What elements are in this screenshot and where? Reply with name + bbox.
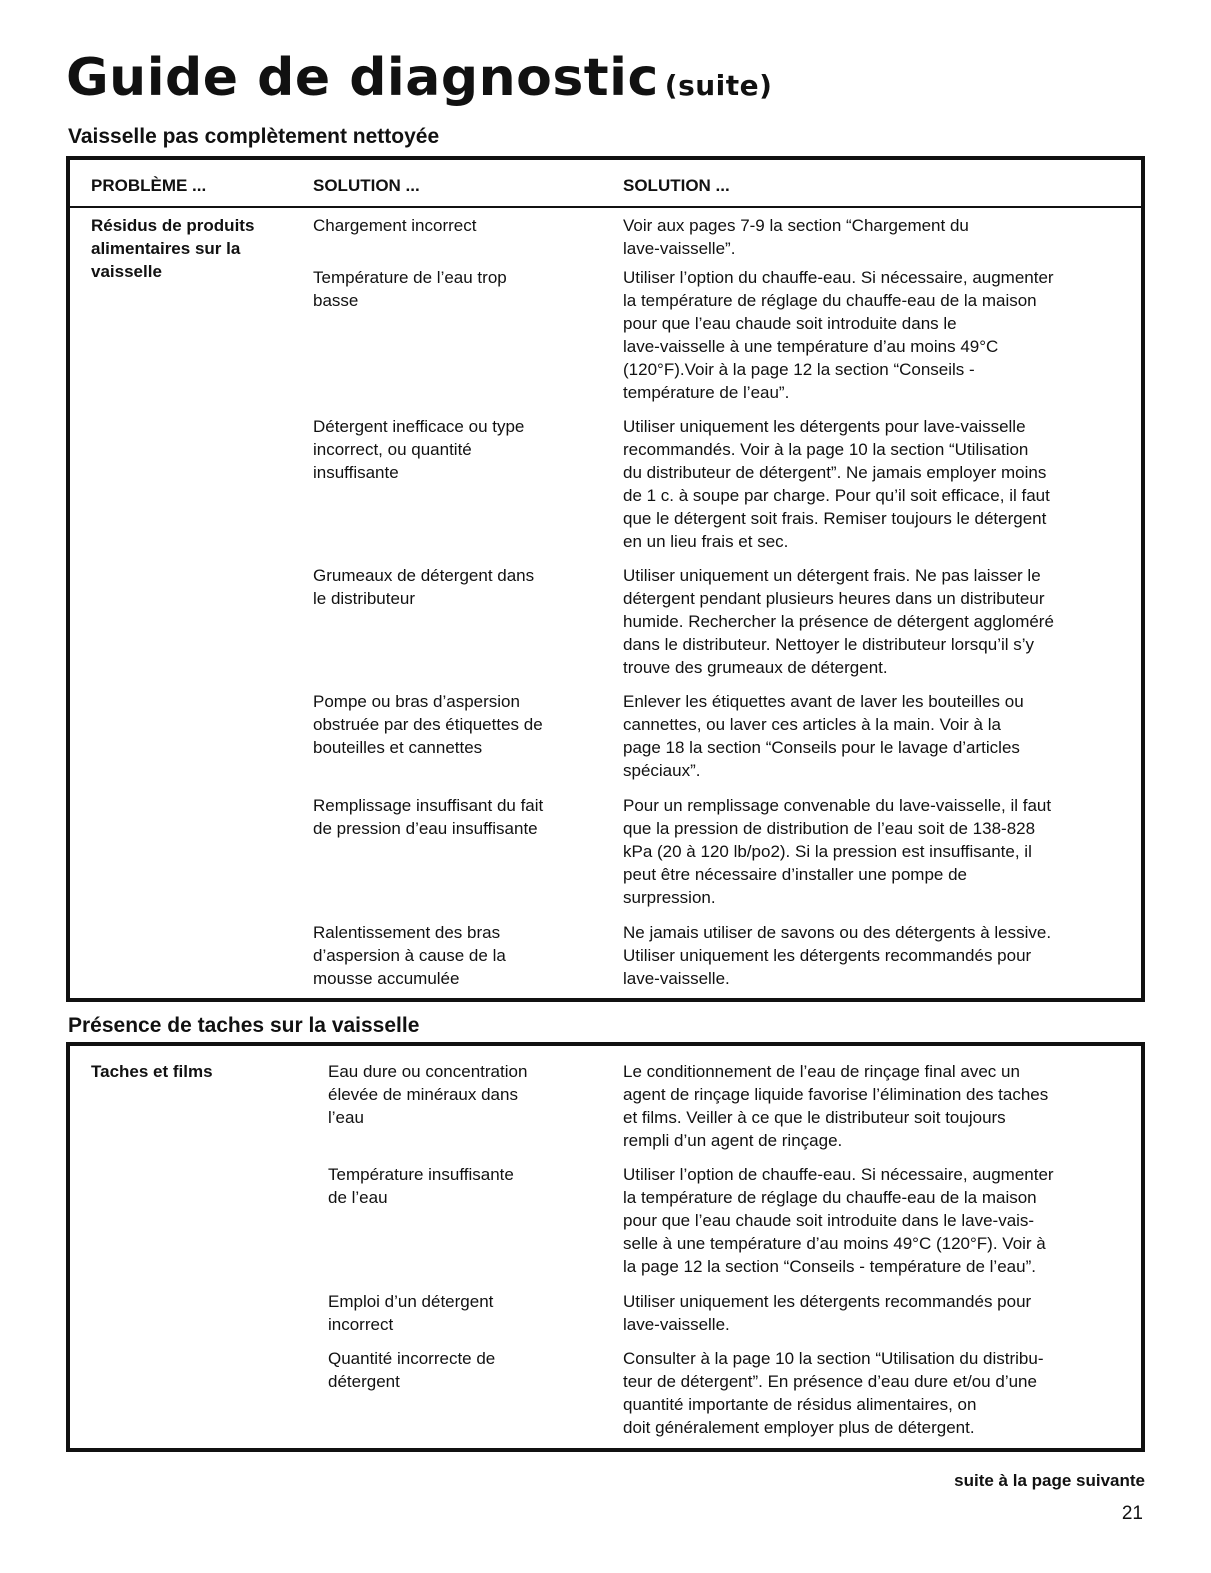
section-title-incomplete-cleaning: Vaisselle pas complètement nettoyée (68, 125, 440, 148)
continued-note: suite à la page suivante (954, 1471, 1145, 1490)
solution-cell: Ne jamais utiliser de savons ou des détergents à lessive. Utiliser uniquement les détergents recommandés pour lave-vaisselle. (623, 923, 1052, 988)
solution-cell: Utiliser uniquement un détergent frais. Ne pas laisser le détergent pendant plusieurs heures dans un distributeur humide. Rechercher la présence de détergent aggloméré dans le distributeur. Nettoyer le distributeur lorsqu’il s’y trouve des grumeaux de détergent. (623, 566, 1054, 677)
problem-label: Taches et films (91, 1062, 213, 1081)
solution-cell: Enlever les étiquettes avant de laver les bouteilles ou cannettes, ou laver ces articles à la main. Voir à la page 18 la section “Conseils pour le lavage d’articles spéciaux”. (623, 692, 1024, 780)
solution-cell: Utiliser uniquement les détergents pour lave-vaisselle recommandés. Voir à la page 10 la section “Utilisation du distributeur de détergent”. Ne jamais employer moins de 1 c. à soupe par charge. Pour qu’il soit efficace, il faut que le détergent soit frais. Remiser toujours le détergent en un lieu frais et sec. (623, 417, 1050, 551)
cause-cell: Température insuffisante de l’eau (328, 1165, 514, 1207)
solution-cell: Le conditionnement de l’eau de rinçage final avec un agent de rinçage liquide favorise l’élimination des taches et films. Veiller à ce que le distributeur soit toujours rempli d’un agent de rinçage. (623, 1062, 1049, 1150)
page-title-suffix: (suite) (664, 69, 773, 102)
table-header (70, 160, 1141, 208)
header-cause: SOLUTION ... (313, 176, 420, 195)
page-title (66, 48, 773, 108)
troubleshooting-table-cleaning (66, 156, 1145, 1002)
cause-cell: Détergent inefficace ou type incorrect, ou quantité insuffisante (313, 417, 525, 482)
cause-cell: Emploi d’un détergent incorrect (328, 1292, 494, 1334)
cause-cell: Quantité incorrecte de détergent (328, 1349, 496, 1391)
cause-cell: Pompe ou bras d’aspersion obstruée par des étiquettes de bouteilles et cannettes (313, 692, 543, 757)
cause-cell: Grumeaux de détergent dans le distributeur (313, 566, 535, 608)
cause-cell: Chargement incorrect (313, 216, 477, 235)
header-problem: PROBLÈME ... (91, 176, 207, 195)
cause-cell: Eau dure ou concentration élevée de minéraux dans l’eau (328, 1062, 528, 1127)
header-solution: SOLUTION ... (623, 176, 730, 195)
problem-label: Résidus de produits alimentaires sur la vaisselle (91, 216, 255, 281)
cause-cell: Ralentissement des bras d’aspersion à cause de la mousse accumulée (313, 923, 506, 988)
solution-cell: Utiliser uniquement les détergents recommandés pour lave-vaisselle. (623, 1292, 1032, 1334)
page-title-text: Guide de diagnostic (66, 48, 659, 108)
section-title-spots: Présence de taches sur la vaisselle (68, 1014, 420, 1037)
cause-cell: Température de l’eau trop basse (313, 268, 507, 310)
troubleshooting-table-spots (66, 1042, 1145, 1452)
solution-cell: Utiliser l’option de chauffe-eau. Si nécessaire, augmenter la température de réglage du chauffe-eau de la maison pour que l’eau chaude soit introduite dans le lave-vais- selle à une température d’au moins 49°C (120°F). Voir à la page 12 la section “Conseils - température de l’eau”. (623, 1165, 1054, 1276)
cause-cell: Remplissage insuffisant du fait de pression d’eau insuffisante (313, 796, 544, 838)
page-number: 21 (1121, 1503, 1143, 1524)
solution-cell: Consulter à la page 10 la section “Utilisation du distribu- teur de détergent”. En présence d’eau dure et/ou d’une quantité importante de résidus alimentaires, on doit généralement employer plus de détergent. (623, 1349, 1044, 1437)
solution-cell: Pour un remplissage convenable du lave-vaisselle, il faut que la pression de distribution de l’eau soit de 138-828 kPa (20 à 120 lb/po2). Si la pression est insuffisante, il peut être nécessaire d’installer une pompe de surpression. (623, 796, 1052, 907)
solution-cell: Voir aux pages 7-9 la section “Chargement du lave-vaisselle”. (623, 216, 969, 258)
solution-cell: Utiliser l’option du chauffe-eau. Si nécessaire, augmenter la température de réglage du chauffe-eau de la maison pour que l’eau chaude soit introduite dans le lave-vaisselle à une température d’au moins 49°C (120°F).Voir à la page 12 la section “Conseils - température de l’eau”. (623, 268, 1054, 402)
